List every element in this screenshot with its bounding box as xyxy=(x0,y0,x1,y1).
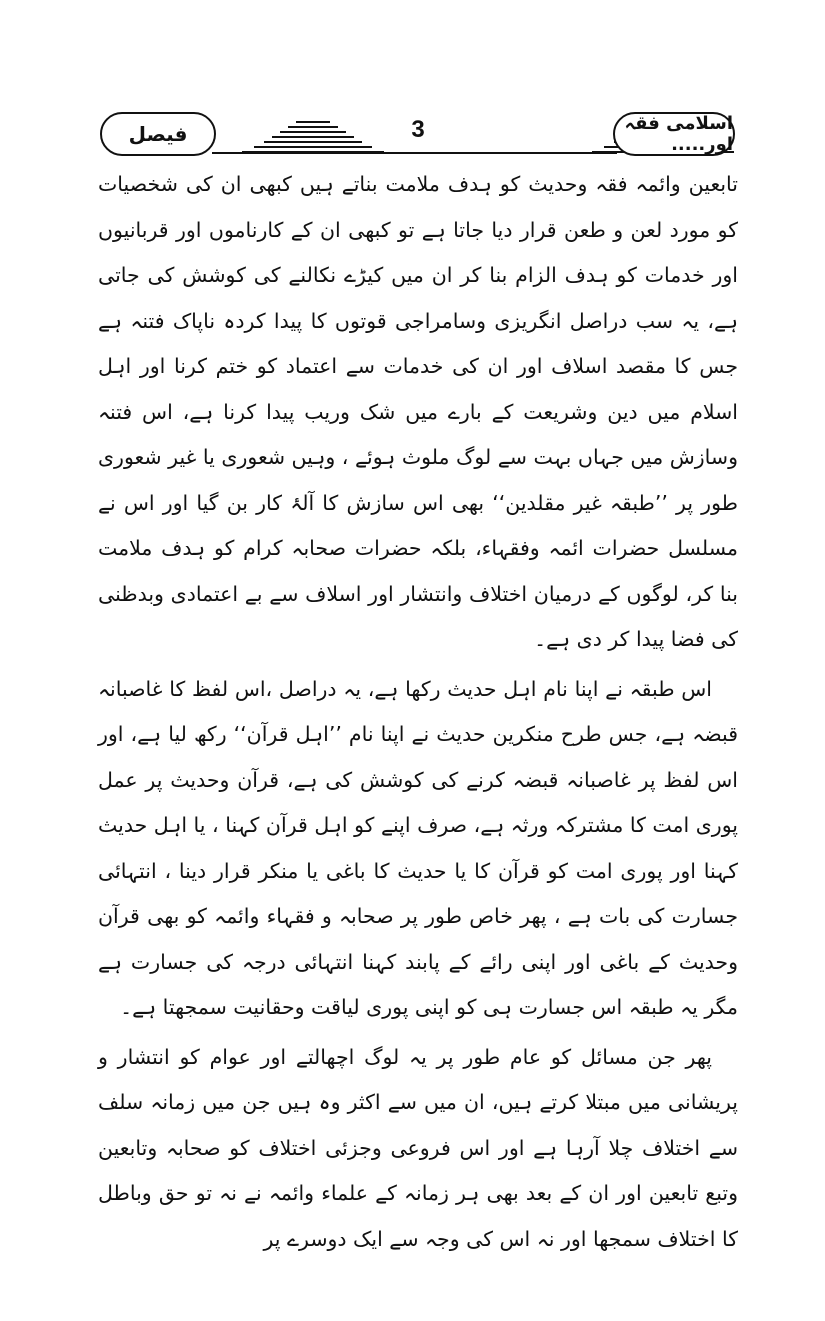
ornament-pyramid-left xyxy=(238,118,388,154)
book-title: اسلامی فقہ اور..... xyxy=(624,113,733,155)
page-body xyxy=(98,162,738,1262)
paragraph-2: اس طبقہ نے اپنا نام اہل حدیث رکھا ہے، یہ دراصل ،اس لفظ کا غاصبانہ قبضہ ہے، جس طرح منکرین حدیث نے اپنا نام ’’اہل قرآن‘‘ رکھ لیا ہے، اور اس لفظ پر غاصبانہ قبضہ کرنے کی کوشش کی ہے، قرآن وحدیث پر عمل پوری امت کا مشترکہ ورثہ ہے، صرف اپنے کو اہل قرآن کہنا ، یا اہل حدیث کہنا اور پوری امت کو قرآن کا یا حدیث کا باغی یا منکر قرار دینا ، انتہائی جسارت کی بات ہے ، پھر خاص طور پر صحابہ و فقہاء وائمہ کو بھی قرآن وحدیث کے باغی اور اپنی رائے کے پابند کہنا انتہائی درجہ کی جسارت ہے مگر یہ طبقہ اس جسارت ہی کو اپنی پوری لیاقت وحقانیت سمجھتا ہے۔ xyxy=(98,676,738,1019)
publisher-name: فیصل xyxy=(128,122,188,146)
publisher-badge xyxy=(100,112,216,156)
paragraph-3: پھر جن مسائل کو عام طور پر یہ لوگ اچھالتے اور عوام کو انتشار و پریشانی میں مبتلا کرتے ہیں، ان میں سے اکثر وہ ہیں جن میں زمانہ سلف سے اختلاف چلا آرہا ہے اور اس فروعی وجزئی اختلاف کو صحابہ وتابعین وتبع تابعین اور ان کے بعد بھی ہر زمانہ کے علماء وائمہ نے نہ تو حق وباطل کا اختلاف سمجھا اور نہ اس کی وجہ سے ایک دوسرے پر xyxy=(98,1044,738,1251)
page-number: 3 xyxy=(411,116,425,143)
book-title-badge xyxy=(613,112,735,156)
page-header xyxy=(100,112,735,160)
paragraph-1: تابعین وائمہ فقہ وحدیث کو ہدف ملامت بناتے ہیں کبھی ان کی شخصیات کو مورد لعن و طعن قرار دیا جاتا ہے تو کبھی ان کے کارناموں اور قربانیوں اور خدمات کو ہدف الزام بنا کر ان میں کیڑے نکالنے کی کوشش کی جاتی ہے، یہ سب دراصل انگریزی وسامراجی قوتوں کا پیدا کردہ ناپاک فتنہ ہے جس کا مقصد اسلاف اور ان کی خدمات سے اعتماد کو ختم کرنا اور اہل اسلام میں دین وشریعت کے بارے میں شک وریب پیدا کرنا ہے، اس فتنہ وسازش میں جہاں بہت سے لوگ ملوث ہوئے ، وہیں شعوری یا غیر شعوری طور پر ’’طبقہ غیر مقلدین‘‘ بھی اس سازش کا آلۂ کار بن گیا اور اس نے مسلسل حضرات ائمہ وفقہاء، بلکہ حضرات صحابہ کرام کو ہدف ملامت بنا کر، لوگوں کے درمیان اختلاف وانتشار اور اسلاف سے بے اعتمادی وبدظنی کی فضا پیدا کر دی ہے۔ xyxy=(98,172,738,651)
header-rule xyxy=(212,152,617,154)
